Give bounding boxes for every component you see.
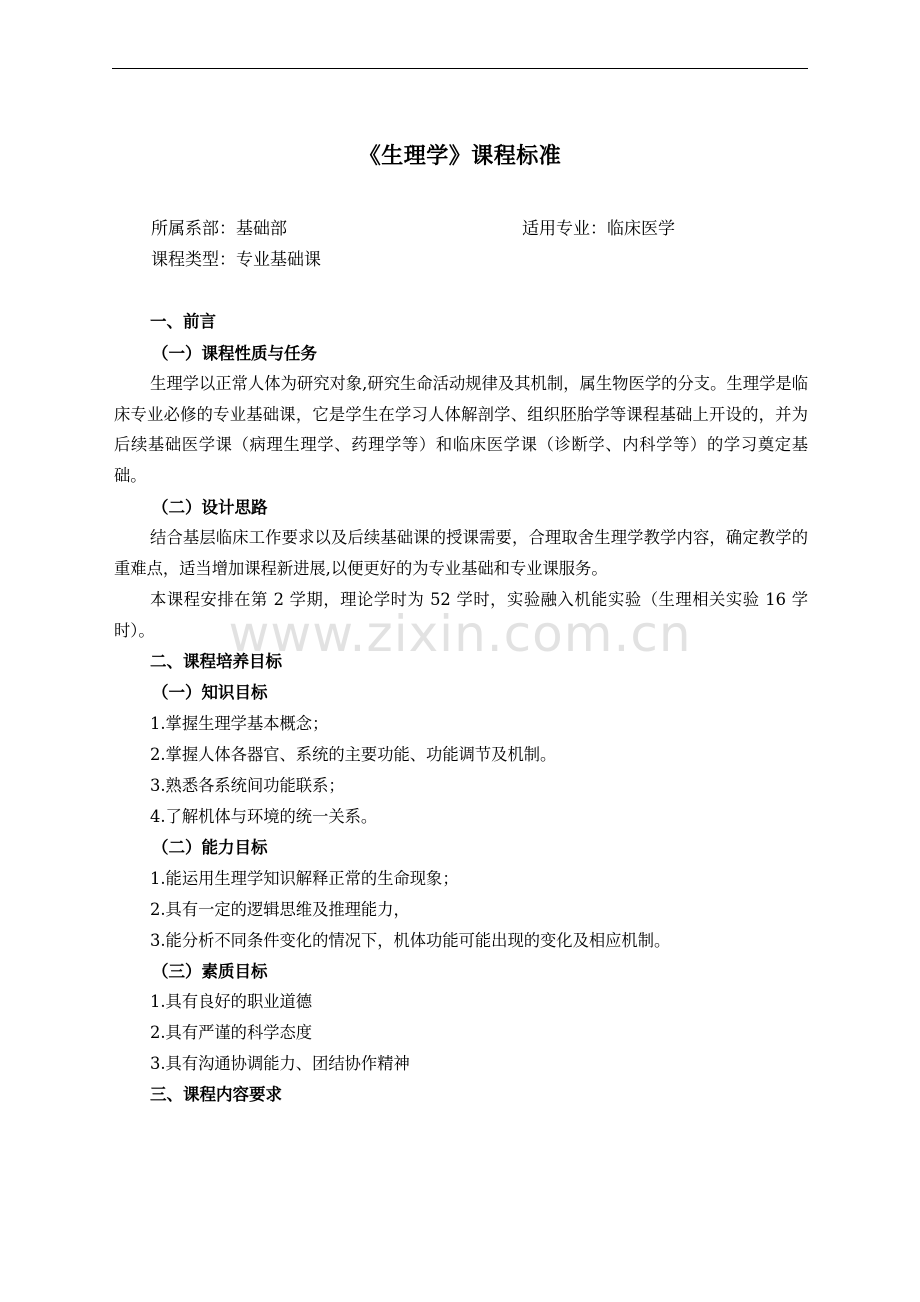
section-heading-content-requirements: 三、课程内容要求 <box>150 1085 282 1104</box>
subheading-design-approach: （二）设计思路 <box>152 498 268 517</box>
subheading-course-nature: （一）课程性质与任务 <box>152 344 317 363</box>
list-item: 1.掌握生理学基本概念； <box>150 714 329 733</box>
subheading-quality-objectives: （三）素质目标 <box>152 962 268 981</box>
list-item: 2.具有严谨的科学态度 <box>150 1023 313 1042</box>
paragraph-schedule: 本课程安排在第 2 学期，理论学时为 52 学时，实验融入机能实验（生理相关实验 16 学时）。 <box>114 590 808 640</box>
list-item: 2.具有一定的逻辑思维及推理能力， <box>150 900 410 919</box>
document-title: 《生理学》课程标准 <box>358 144 562 169</box>
list-item: 4.了解机体与环境的统一关系。 <box>150 807 378 826</box>
list-item: 3.能分析不同条件变化的情况下，机体功能可能出现的变化及相应机制。 <box>150 931 671 950</box>
section-heading-preface: 一、前言 <box>150 312 216 331</box>
meta-major: 适用专业：临床医学 <box>522 219 675 239</box>
paragraph-course-nature: 生理学以正常人体为研究对象,研究生命活动规律及其机制，属生物医学的分支。生理学是临床专业必修的专业基础课，它是学生在学习人体解剖学、组织胚胎学等课程基础上开设的，并为后续基础医学课（病理生理学、药理学等）和临床医学课（诊断学、内科学等）的学习奠定基础。 <box>114 374 808 485</box>
subheading-ability-objectives: （二）能力目标 <box>152 838 268 857</box>
meta-course-type: 课程类型：专业基础课 <box>151 250 321 270</box>
list-item: 3.具有沟通协调能力、团结协作精神 <box>150 1054 410 1073</box>
subheading-knowledge-objectives: （一）知识目标 <box>152 683 268 702</box>
paragraph-design-approach: 结合基层临床工作要求以及后续基础课的授课需要，合理取舍生理学教学内容，确定教学的重难点，适当增加课程新进展,以便更好的为专业基础和专业课服务。 <box>114 528 808 578</box>
list-item: 3.熟悉各系统间功能联系； <box>150 776 345 795</box>
list-item: 1.具有良好的职业道德 <box>150 992 313 1011</box>
section-heading-objectives: 二、课程培养目标 <box>150 652 282 671</box>
header-rule <box>112 68 808 69</box>
meta-department: 所属系部：基础部 <box>151 219 287 239</box>
list-item: 1.能运用生理学知识解释正常的生命现象； <box>150 869 459 888</box>
watermark: www.zixin.com.cn <box>228 605 692 663</box>
list-item: 2.掌握人体各器官、系统的主要功能、功能调节及机制。 <box>150 745 557 764</box>
